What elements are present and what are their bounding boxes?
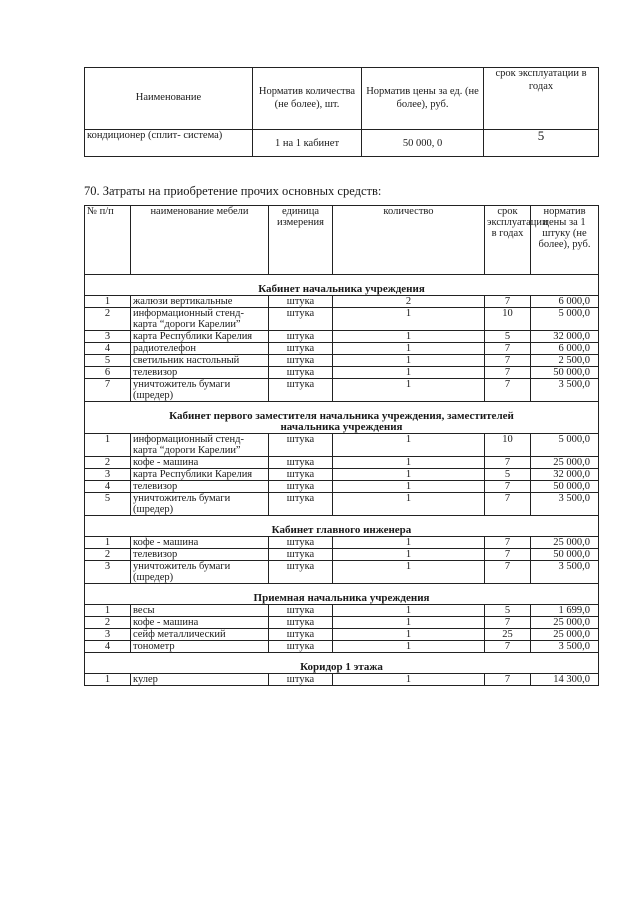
cell-service-life: 7: [485, 641, 531, 653]
cell-item-name: телевизор: [131, 367, 269, 379]
cell-item-name: телевизор: [131, 481, 269, 493]
cell-service-life: 10: [485, 434, 531, 457]
cell-unit: штука: [269, 469, 333, 481]
cell-item-name: карта Республики Карелия: [131, 331, 269, 343]
section-title-row: [85, 284, 599, 296]
cell-service-life: 7: [485, 355, 531, 367]
section-title: Кабинет начальника учреждения: [85, 284, 599, 296]
cell-price: 14 300,0: [531, 674, 599, 686]
cell-item-name: информационный стенд-карта “дороги Карелии”: [131, 434, 269, 457]
cell-quantity: 1: [333, 331, 485, 343]
cell-item-name: кондиционер (сплит- система): [85, 130, 253, 157]
cell-item-name: кофе - машина: [131, 537, 269, 549]
table-row: [85, 641, 599, 653]
table-row: [85, 561, 599, 584]
cell-number: 6: [85, 367, 131, 379]
cell-price: 50 000, 0: [362, 130, 484, 157]
table-row: [85, 355, 599, 367]
cell-item-name: весы: [131, 605, 269, 617]
cell-unit: штука: [269, 641, 333, 653]
cell-price: 3 500,0: [531, 561, 599, 584]
section-title: Коридор 1 этажа: [85, 662, 599, 674]
cell-item-name: кофе - машина: [131, 457, 269, 469]
cell-number: 1: [85, 605, 131, 617]
cell-price: 25 000,0: [531, 537, 599, 549]
cell-number: 5: [85, 355, 131, 367]
cell-quantity: 1: [333, 379, 485, 402]
table-row: [85, 481, 599, 493]
cell-service-life: 7: [485, 561, 531, 584]
table-row: [85, 296, 599, 308]
cell-unit: штука: [269, 355, 333, 367]
cell-price: 5 000,0: [531, 308, 599, 331]
col-header-quantity-norm: Норматив количества (не более), шт.: [253, 68, 362, 130]
cell-quantity: 1: [333, 481, 485, 493]
cell-quantity: 1: [333, 674, 485, 686]
cell-quantity: 1: [333, 434, 485, 457]
cell-service-life: 7: [485, 296, 531, 308]
table-row: [85, 674, 599, 686]
cell-unit: штука: [269, 379, 333, 402]
cell-number: 2: [85, 308, 131, 331]
cell-unit: штука: [269, 674, 333, 686]
table-row: [85, 493, 599, 516]
col-header-price: норматив цены за 1 штуку (не более), руб.: [531, 206, 599, 275]
cell-service-life: 7: [485, 343, 531, 355]
cell-quantity: 1: [333, 605, 485, 617]
cell-price: 32 000,0: [531, 331, 599, 343]
cell-item-name: радиотелефон: [131, 343, 269, 355]
cell-unit: штука: [269, 617, 333, 629]
cell-number: 4: [85, 641, 131, 653]
section-title-row: [85, 593, 599, 605]
cell-unit: штука: [269, 296, 333, 308]
cell-unit: штука: [269, 537, 333, 549]
table-row: [85, 629, 599, 641]
cell-quantity: 1: [333, 493, 485, 516]
section-title-row: [85, 525, 599, 537]
cell-quantity: 1: [333, 641, 485, 653]
cell-price: 1 699,0: [531, 605, 599, 617]
section-title: Кабинет первого заместителя начальника учреждения, заместителей начальника учреждения: [85, 411, 599, 434]
cell-unit: штука: [269, 331, 333, 343]
cell-unit: штука: [269, 457, 333, 469]
cell-number: 4: [85, 481, 131, 493]
cell-price: 3 500,0: [531, 493, 599, 516]
cell-price: 25 000,0: [531, 617, 599, 629]
cell-item-name: светильник настольный: [131, 355, 269, 367]
cell-quantity: 1: [333, 343, 485, 355]
cell-price: 3 500,0: [531, 641, 599, 653]
col-header-quantity: количество: [333, 206, 485, 275]
table-row: [85, 605, 599, 617]
cell-number: 3: [85, 469, 131, 481]
cell-service-life: 7: [485, 537, 531, 549]
cell-unit: штука: [269, 549, 333, 561]
section-title-row: [85, 662, 599, 674]
cell-number: 1: [85, 537, 131, 549]
cell-quantity: 1: [333, 617, 485, 629]
cell-price: 3 500,0: [531, 379, 599, 402]
cell-item-name: карта Республики Карелия: [131, 469, 269, 481]
cell-service-life: 5: [485, 331, 531, 343]
col-header-service-life: срок эксплуатации в годах: [484, 68, 599, 130]
cell-item-name: тонометр: [131, 641, 269, 653]
cell-number: 1: [85, 674, 131, 686]
cell-number: 2: [85, 457, 131, 469]
section-title-row: [85, 411, 599, 434]
table-row: [85, 537, 599, 549]
cell-service-life: 5: [484, 130, 599, 157]
cell-item-name: информационный стенд-карта “дороги Карелии”: [131, 308, 269, 331]
cell-unit: штука: [269, 308, 333, 331]
col-header-unit: единица измерения: [269, 206, 333, 275]
table-row: [85, 617, 599, 629]
cell-price: 50 000,0: [531, 481, 599, 493]
section-title: Приемная начальника учреждения: [85, 593, 599, 605]
cell-service-life: 7: [485, 674, 531, 686]
cell-number: 5: [85, 493, 131, 516]
table-row: [85, 457, 599, 469]
cell-number: 1: [85, 434, 131, 457]
cell-number: 4: [85, 343, 131, 355]
table-row: [85, 434, 599, 457]
cell-quantity: 1: [333, 355, 485, 367]
cell-unit: штука: [269, 629, 333, 641]
cell-number: 3: [85, 629, 131, 641]
cell-number: 3: [85, 561, 131, 584]
cell-price: 50 000,0: [531, 549, 599, 561]
table-row: [85, 379, 599, 402]
col-header-number: № п/п: [85, 206, 131, 275]
section-title: Кабинет главного инженера: [85, 525, 599, 537]
table-row: [85, 130, 599, 157]
cell-unit: штука: [269, 367, 333, 379]
cell-price: 6 000,0: [531, 343, 599, 355]
cell-quantity: 1: [333, 561, 485, 584]
cell-service-life: 5: [485, 605, 531, 617]
table-row: [85, 308, 599, 331]
cell-unit: штука: [269, 561, 333, 584]
cell-price: 25 000,0: [531, 629, 599, 641]
cell-quantity: 1: [333, 549, 485, 561]
cell-number: 1: [85, 296, 131, 308]
col-header-furniture-name: наименование мебели: [131, 206, 269, 275]
cell-item-name: уничтожитель бумаги (шредер): [131, 561, 269, 584]
cell-service-life: 7: [485, 549, 531, 561]
section-heading: 70. Затраты на приобретение прочих основных средств:: [84, 184, 382, 198]
cell-item-name: жалюзи вертикальные: [131, 296, 269, 308]
cell-price: 32 000,0: [531, 469, 599, 481]
cell-price: 2 500,0: [531, 355, 599, 367]
cell-price: 6 000,0: [531, 296, 599, 308]
cell-service-life: 7: [485, 493, 531, 516]
cell-quantity: 2: [333, 296, 485, 308]
cell-quantity: 1: [333, 469, 485, 481]
cell-quantity: 1: [333, 308, 485, 331]
cell-service-life: 25: [485, 629, 531, 641]
cell-item-name: сейф металлический: [131, 629, 269, 641]
cell-item-name: уничтожитель бумаги (шредер): [131, 493, 269, 516]
cell-item-name: телевизор: [131, 549, 269, 561]
cell-quantity: 1: [333, 457, 485, 469]
table-body: [85, 275, 599, 686]
cell-unit: штука: [269, 481, 333, 493]
cell-quantity: 1: [333, 629, 485, 641]
cell-number: 2: [85, 549, 131, 561]
cell-service-life: 7: [485, 367, 531, 379]
cell-service-life: 5: [485, 469, 531, 481]
cell-unit: штука: [269, 493, 333, 516]
table-row: [85, 331, 599, 343]
cell-item-name: кулер: [131, 674, 269, 686]
table-row: [85, 343, 599, 355]
col-header-name: Наименование: [85, 68, 253, 130]
cell-service-life: 10: [485, 308, 531, 331]
table-row: [85, 367, 599, 379]
cell-item-name: кофе - машина: [131, 617, 269, 629]
cell-unit: штука: [269, 434, 333, 457]
other-fixed-assets-table: [84, 205, 599, 686]
table-row: [85, 549, 599, 561]
cell-number: 3: [85, 331, 131, 343]
cell-service-life: 7: [485, 457, 531, 469]
cell-item-name: уничтожитель бумаги (шредер): [131, 379, 269, 402]
cell-quantity: 1 на 1 кабинет: [253, 130, 362, 157]
cell-quantity: 1: [333, 367, 485, 379]
cell-unit: штука: [269, 343, 333, 355]
col-header-service-life: срок эксплуатации в годах: [485, 206, 531, 275]
cell-number: 2: [85, 617, 131, 629]
col-header-price-norm: Норматив цены за ед. (не более), руб.: [362, 68, 484, 130]
cell-price: 5 000,0: [531, 434, 599, 457]
cell-price: 25 000,0: [531, 457, 599, 469]
cell-service-life: 7: [485, 481, 531, 493]
cell-price: 50 000,0: [531, 367, 599, 379]
cell-number: 7: [85, 379, 131, 402]
table-row: [85, 469, 599, 481]
cell-service-life: 7: [485, 617, 531, 629]
cell-quantity: 1: [333, 537, 485, 549]
norms-table-conditioner: [84, 67, 599, 157]
cell-service-life: 7: [485, 379, 531, 402]
cell-unit: штука: [269, 605, 333, 617]
